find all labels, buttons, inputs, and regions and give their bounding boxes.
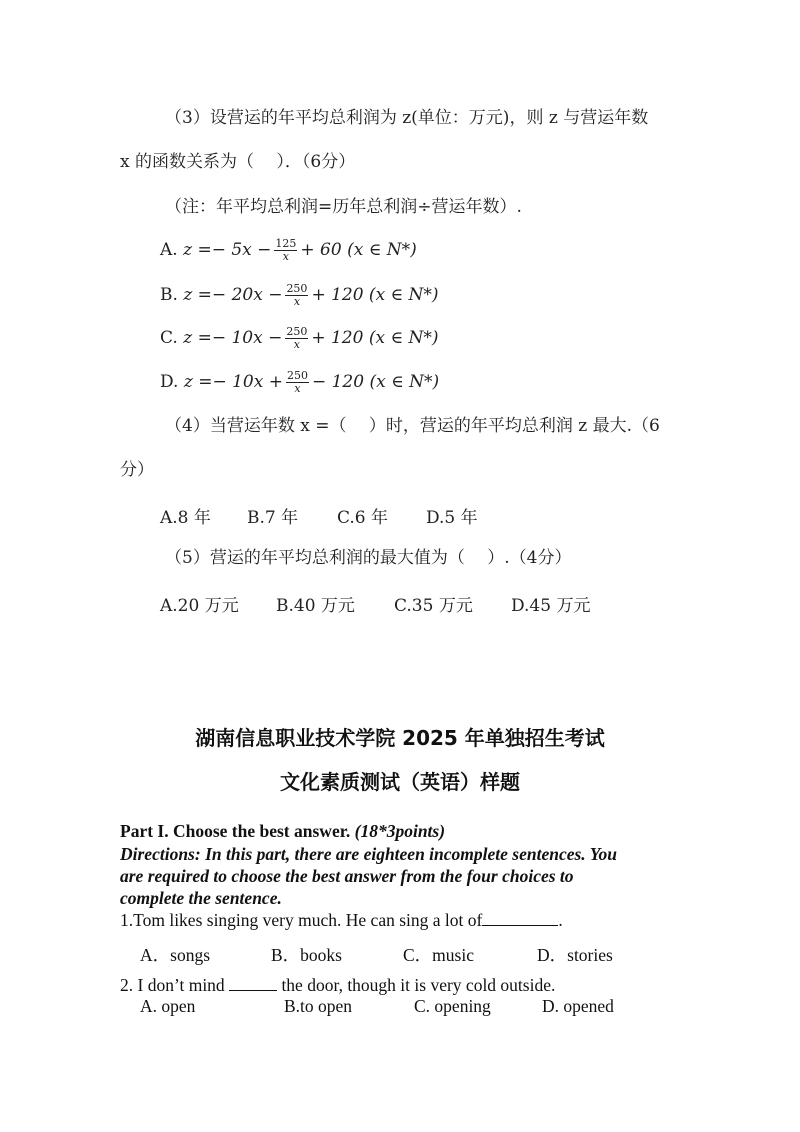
q2-option: C. opening	[414, 996, 491, 1016]
option-expr-post: − 120 (x ∈ N*)	[311, 372, 440, 392]
option-label: A.	[160, 240, 178, 260]
directions-line: Directions: In this part, there are eighteen incomplete sentences. You	[120, 844, 617, 864]
question-2: 2. I don’t mind the door, though it is very cold outside.	[120, 975, 556, 995]
option-expr-pre: z =− 5x −	[183, 240, 272, 260]
fraction: $\frac{250}{x}$	[286, 369, 308, 395]
q5-option: B.40 万元	[276, 596, 355, 616]
q3-line1: （3）设营运的年平均总利润为 z(单位：万元)，则 z 与营运年数	[165, 108, 649, 128]
option-d	[160, 370, 439, 395]
directions-line: are required to choose the best answer from the four choices to	[120, 866, 574, 886]
q1-option: A．songs	[140, 945, 211, 965]
q1-option: D．stories	[537, 945, 613, 965]
option-expr-post: + 120 (x ∈ N*)	[311, 328, 439, 348]
option-expr-post: + 60 (x ∈ N*)	[300, 240, 417, 260]
q4-line2: 分）	[120, 460, 154, 480]
q3-note: （注：年平均总利润=历年总利润÷营运年数）.	[165, 197, 522, 217]
q5-option: C.35 万元	[394, 596, 473, 616]
q4-option: D.5 年	[426, 508, 478, 528]
answer-blank	[229, 976, 277, 991]
q5-option: D.45 万元	[511, 596, 591, 616]
q4-option: A.8 年	[160, 508, 211, 528]
q3-line2: x 的函数关系为（ ）．（6分）	[120, 152, 356, 172]
part-heading: Part I. Choose the best answer. (18*3points)	[120, 821, 446, 841]
q1-option: B．books	[271, 945, 342, 965]
fraction: $\frac{125}{x}$	[275, 237, 297, 263]
exam-subtitle: 文化素质测试（英语）样题	[280, 770, 520, 794]
fraction: $\frac{250}{x}$	[286, 325, 308, 351]
option-b	[160, 283, 439, 308]
q4-line1: （4）当营运年数 x =（ ）时，营运的年平均总利润 z 最大.（6	[165, 416, 660, 436]
q4-option: B.7 年	[247, 508, 299, 528]
q2-option: A. open	[140, 996, 196, 1016]
option-expr-pre: z =− 10x +	[183, 372, 283, 392]
option-a	[160, 238, 417, 263]
option-expr-pre: z =− 10x −	[183, 328, 283, 348]
q5-option: A.20 万元	[160, 596, 239, 616]
option-label: C.	[160, 328, 178, 348]
option-label: D.	[160, 372, 179, 392]
option-expr-post: + 120 (x ∈ N*)	[311, 285, 439, 305]
answer-blank	[482, 911, 558, 926]
option-expr-pre: z =− 20x −	[183, 285, 283, 305]
q5-line: （5）营运的年平均总利润的最大值为（ ）.（4分）	[165, 548, 572, 568]
q2-option: B.to open	[284, 996, 353, 1016]
fraction: $\frac{250}{x}$	[286, 282, 308, 308]
directions-line: complete the sentence.	[120, 888, 282, 908]
option-c	[160, 326, 438, 351]
option-label: B.	[160, 285, 178, 305]
question-1: 1.Tom likes singing very much. He can sing a lot of .	[120, 910, 563, 930]
q2-option: D. opened	[542, 996, 614, 1016]
q4-option: C.6 年	[337, 508, 389, 528]
q1-option: C．music	[403, 945, 474, 965]
exam-title: 湖南信息职业技术学院 2025 年单独招生考试	[195, 726, 605, 750]
